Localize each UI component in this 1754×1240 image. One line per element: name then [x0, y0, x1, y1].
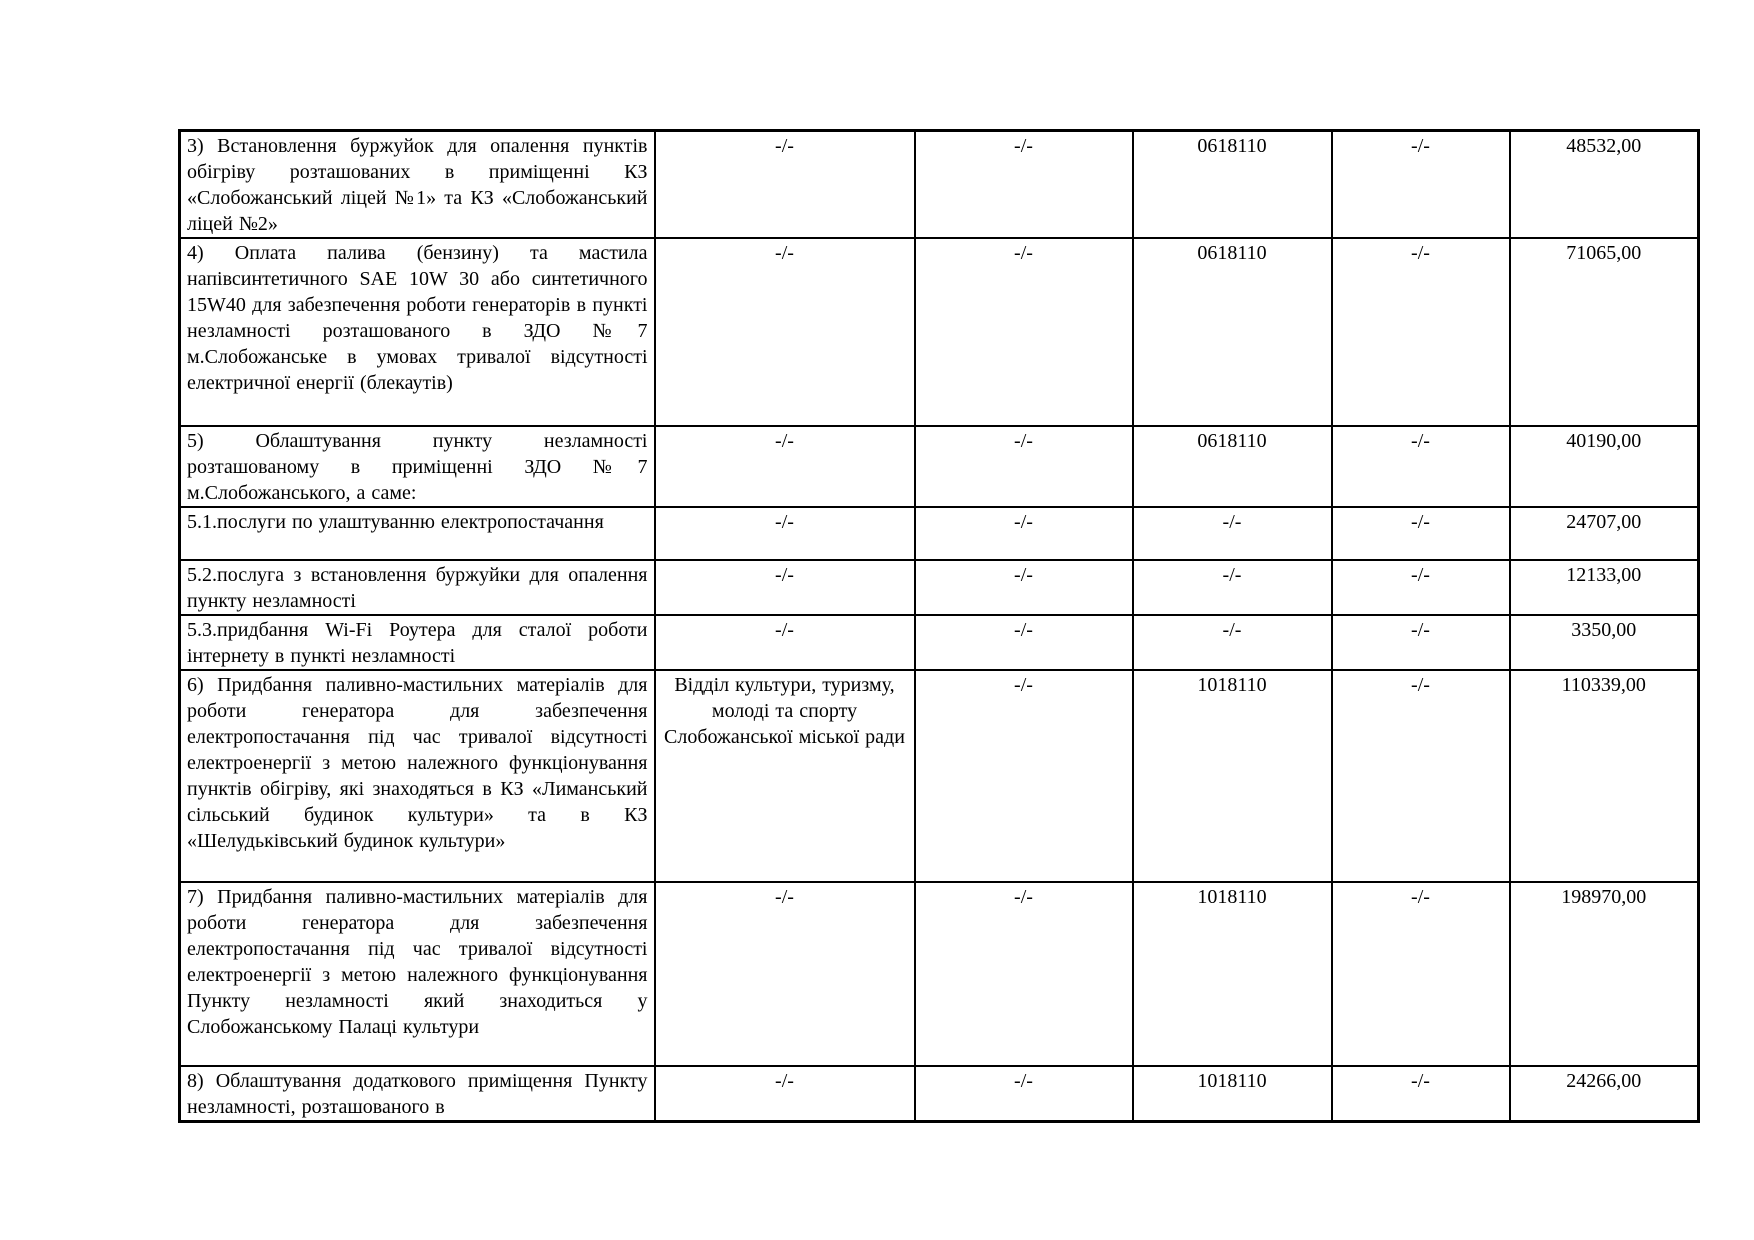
col5-cell: -/-	[1332, 882, 1510, 1066]
budget-code-cell: -/-	[1133, 615, 1332, 670]
col5-cell: -/-	[1332, 670, 1510, 882]
col3-cell: -/-	[915, 426, 1133, 507]
col3-cell: -/-	[915, 1066, 1133, 1122]
col5-cell: -/-	[1332, 560, 1510, 615]
col5-cell: -/-	[1332, 426, 1510, 507]
col5-cell: -/-	[1332, 507, 1510, 560]
description-cell: 5) Облаштування пункту незламності розташованому в приміщенні ЗДО №7 м.Слобожанського, а саме:	[180, 426, 655, 507]
amount-cell: 198970,00	[1510, 882, 1699, 1066]
col3-cell: -/-	[915, 882, 1133, 1066]
executor-cell: -/-	[655, 131, 915, 239]
description-cell: 8) Облаштування додаткового приміщення Пункту незламності, розташованого в	[180, 1066, 655, 1122]
description-cell: 5.3.придбання Wi-Fi Роутера для сталої роботи інтернету в пункті незламності	[180, 615, 655, 670]
budget-code-cell: 1018110	[1133, 1066, 1332, 1122]
amount-cell: 71065,00	[1510, 238, 1699, 426]
amount-cell: 40190,00	[1510, 426, 1699, 507]
executor-cell: -/-	[655, 615, 915, 670]
executor-cell: -/-	[655, 1066, 915, 1122]
table-row-5	[180, 426, 1699, 507]
amount-cell: 24707,00	[1510, 507, 1699, 560]
table-row-8	[180, 1066, 1699, 1122]
col5-cell: -/-	[1332, 1066, 1510, 1122]
col3-cell: -/-	[915, 507, 1133, 560]
col3-cell: -/-	[915, 560, 1133, 615]
table-row-6	[180, 670, 1699, 882]
amount-cell: 3350,00	[1510, 615, 1699, 670]
executor-cell: -/-	[655, 426, 915, 507]
executor-cell: -/-	[655, 560, 915, 615]
amount-cell: 24266,00	[1510, 1066, 1699, 1122]
executor-cell: -/-	[655, 507, 915, 560]
budget-code-cell: -/-	[1133, 507, 1332, 560]
table-row-5-1	[180, 507, 1699, 560]
budget-code-cell: 1018110	[1133, 670, 1332, 882]
budget-code-cell: 0618110	[1133, 131, 1332, 239]
description-cell: 5.1.послуги по улаштуванню електропостачання	[180, 507, 655, 560]
table-row-5-2	[180, 560, 1699, 615]
col5-cell: -/-	[1332, 238, 1510, 426]
col5-cell: -/-	[1332, 615, 1510, 670]
col3-cell: -/-	[915, 670, 1133, 882]
executor-cell: -/-	[655, 238, 915, 426]
description-cell: 4) Оплата палива (бензину) та мастила напівсинтетичного SAE 10W 30 або синтетичного 15W40 для забезпечення роботи генераторів в пункті незламності розташованого в ЗДО №7 м.Слобожанське в умовах тривалої відсутності електричної енергії (блекаутів)	[180, 238, 655, 426]
description-cell: 3) Встановлення буржуйок для опалення пунктів обігріву розташованих в приміщенні КЗ «Слобожанський ліцей №1» та КЗ «Слобожанський ліцей №2»	[180, 131, 655, 239]
budget-code-cell: 1018110	[1133, 882, 1332, 1066]
description-cell: 7) Придбання паливно-мастильних матеріалів для роботи генератора для забезпечення електропостачання під час тривалої відсутності електроенергії з метою належного функціонування Пункту незламності який знаходиться у Слобожанському Палаці культури	[180, 882, 655, 1066]
amount-cell: 110339,00	[1510, 670, 1699, 882]
executor-cell: -/-	[655, 882, 915, 1066]
description-cell: 6) Придбання паливно-мастильних матеріалів для роботи генератора для забезпечення електропостачання під час тривалої відсутності електроенергії з метою належного функціонування пунктів обігріву, які знаходяться в КЗ «Лиманський сільський будинок культури» та в КЗ «Шелудьківський будинок культури»	[180, 670, 655, 882]
col5-cell: -/-	[1332, 131, 1510, 239]
amount-cell: 48532,00	[1510, 131, 1699, 239]
col3-cell: -/-	[915, 131, 1133, 239]
table-row-5-3	[180, 615, 1699, 670]
amount-cell: 12133,00	[1510, 560, 1699, 615]
budget-code-cell: 0618110	[1133, 238, 1332, 426]
table-row-4	[180, 238, 1699, 426]
budget-code-cell: 0618110	[1133, 426, 1332, 507]
col3-cell: -/-	[915, 615, 1133, 670]
table-row-3	[180, 131, 1699, 239]
expenses-table	[178, 129, 1700, 1123]
table-row-7	[180, 882, 1699, 1066]
description-cell: 5.2.послуга з встановлення буржуйки для опалення пункту незламності	[180, 560, 655, 615]
col3-cell: -/-	[915, 238, 1133, 426]
budget-code-cell: -/-	[1133, 560, 1332, 615]
executor-cell: Відділ культури, туризму, молоді та спорту Слобожанської міської ради	[655, 670, 915, 882]
